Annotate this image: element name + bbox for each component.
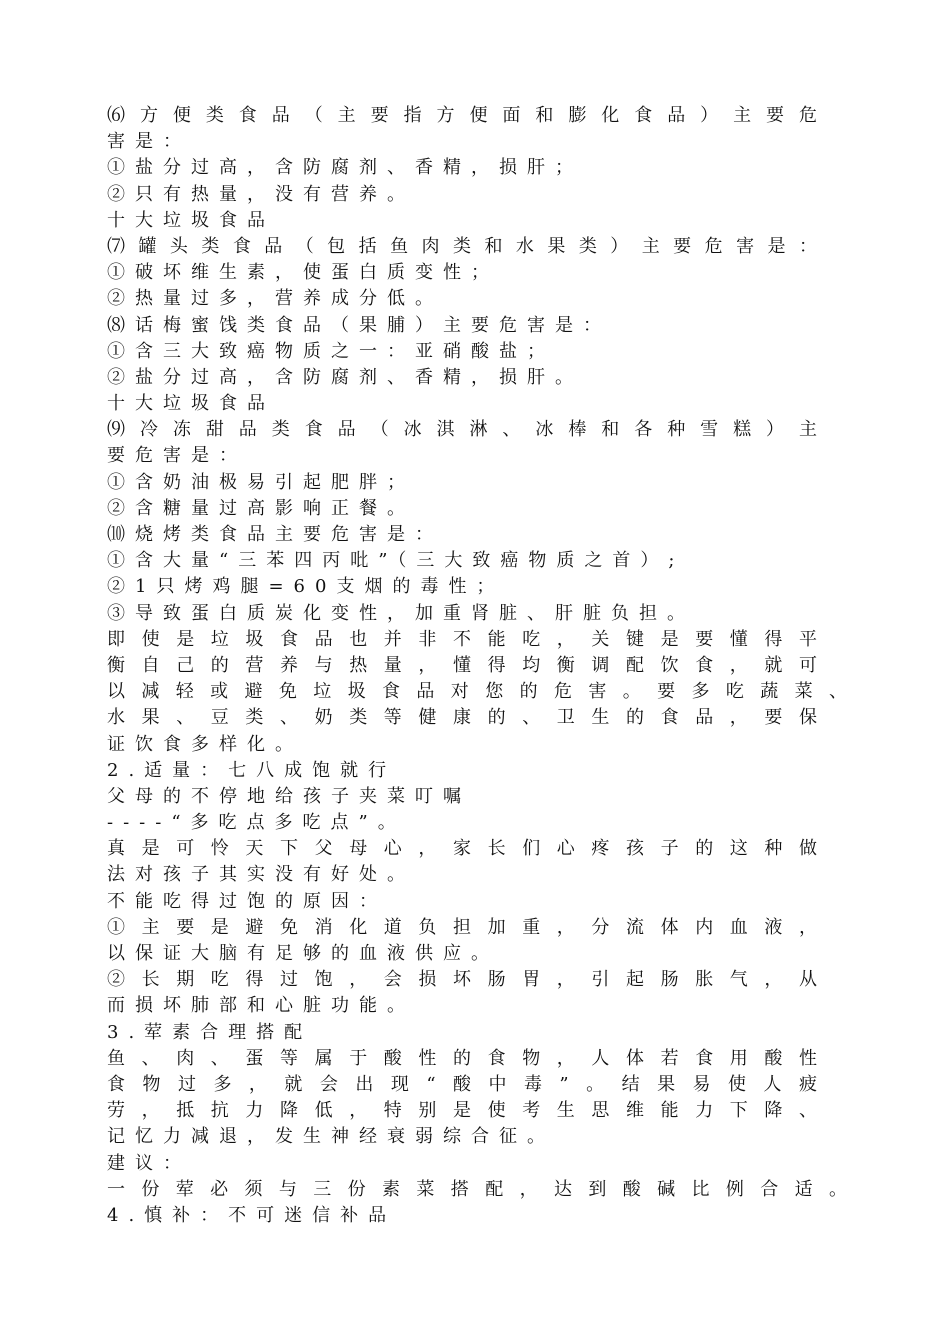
text-line: ②长期吃得过饱，会损坏肠胃，引起肠胀气，从 (107, 969, 827, 991)
text-line: 3.荤素合理搭配 (107, 1021, 313, 1043)
text-line: ①盐分过高，含防腐剂、香精，损肝； (107, 157, 583, 179)
text-line: 2.适量：七八成饱就行 (107, 759, 397, 781)
text-line: 害是： (107, 131, 191, 153)
text-line: ②盐分过高，含防腐剂、香精，损肝。 (107, 366, 583, 388)
text-line: 要危害是： (107, 445, 247, 467)
text-line: ②只有热量，没有营养。 (107, 183, 415, 205)
text-line: ③导致蛋白质炭化变性，加重肾脏、肝脏负担。 (107, 602, 695, 624)
text-line: 鱼、肉、蛋等属于酸性的食物，人体若食用酸性 (107, 1047, 827, 1069)
text-line: 水果、豆类、奶类等健康的、卫生的食品，要保 (107, 707, 827, 729)
text-line: 即使是垃圾食品也并非不能吃，关键是要懂得平 (107, 628, 827, 650)
text-line: 以减轻或避免垃圾食品对您的危害。要多吃蔬菜、 (107, 681, 857, 703)
text-line: ①含奶油极易引起肥胖； (107, 471, 415, 493)
text-line: ①主要是避免消化道负担加重，分流体内血液， (107, 916, 827, 938)
document-body (107, 103, 857, 1229)
text-line: ⑼冷冻甜品类食品（冰淇淋、冰棒和各种雪糕）主 (107, 419, 827, 441)
text-line: ①破坏维生素，使蛋白质变性； (107, 262, 499, 284)
text-line: ①含三大致癌物质之一：亚硝酸盐； (107, 340, 555, 362)
text-line: 一份荤必须与三份素菜搭配，达到酸碱比例合适。 (107, 1178, 857, 1200)
text-line: ⑹方便类食品（主要指方便面和膨化食品）主要危 (107, 105, 827, 126)
text-line: ⑻话梅蜜饯类食品（果脯）主要危害是： (107, 314, 611, 336)
text-line: 真是可怜天下父母心，家长们心疼孩子的这种做 (107, 838, 827, 860)
text-line: 劳，抵抗力降低，特别是使考生思维能力下降、 (107, 1100, 827, 1122)
text-line: 法对孩子其实没有好处。 (107, 864, 415, 886)
text-line: 十大垃圾食品 (107, 393, 275, 415)
text-line: 建议： (107, 1152, 191, 1174)
text-line: 食物过多，就会出现“酸中毒”。结果易使人疲 (107, 1073, 827, 1095)
text-line: ②1只烤鸡腿=60支烟的毒性； (107, 576, 505, 598)
text-line: ⑽烧烤类食品主要危害是： (107, 524, 443, 545)
text-line: 证饮食多样化。 (107, 733, 303, 755)
text-line: 衡自己的营养与热量，懂得均衡调配饮食，就可 (107, 654, 827, 676)
text-line: 记忆力减退，发生神经衰弱综合征。 (107, 1126, 555, 1148)
text-line: 不能吃得过饱的原因： (107, 890, 387, 912)
text-line: 以保证大脑有足够的血液供应。 (107, 943, 499, 964)
text-line: 4.慎补：不可迷信补品 (107, 1204, 397, 1226)
text-line: ②含糖量过高影响正餐。 (107, 497, 415, 519)
text-line: 父母的不停地给孩子夹菜叮嘱 (107, 785, 471, 807)
text-line: 而损坏肺部和心脏功能。 (107, 995, 415, 1017)
text-line: ①含大量“三苯四丙吡”（三大致癌物质之首）; (107, 550, 685, 572)
text-line: 十大垃圾食品 (107, 209, 275, 231)
text-line: ----“多吃点多吃点”。 (107, 812, 406, 834)
text-line: ②热量过多，营养成分低。 (107, 288, 443, 310)
text-line: ⑺罐头类食品（包括鱼肉类和水果类）主要危害是： (107, 235, 827, 257)
